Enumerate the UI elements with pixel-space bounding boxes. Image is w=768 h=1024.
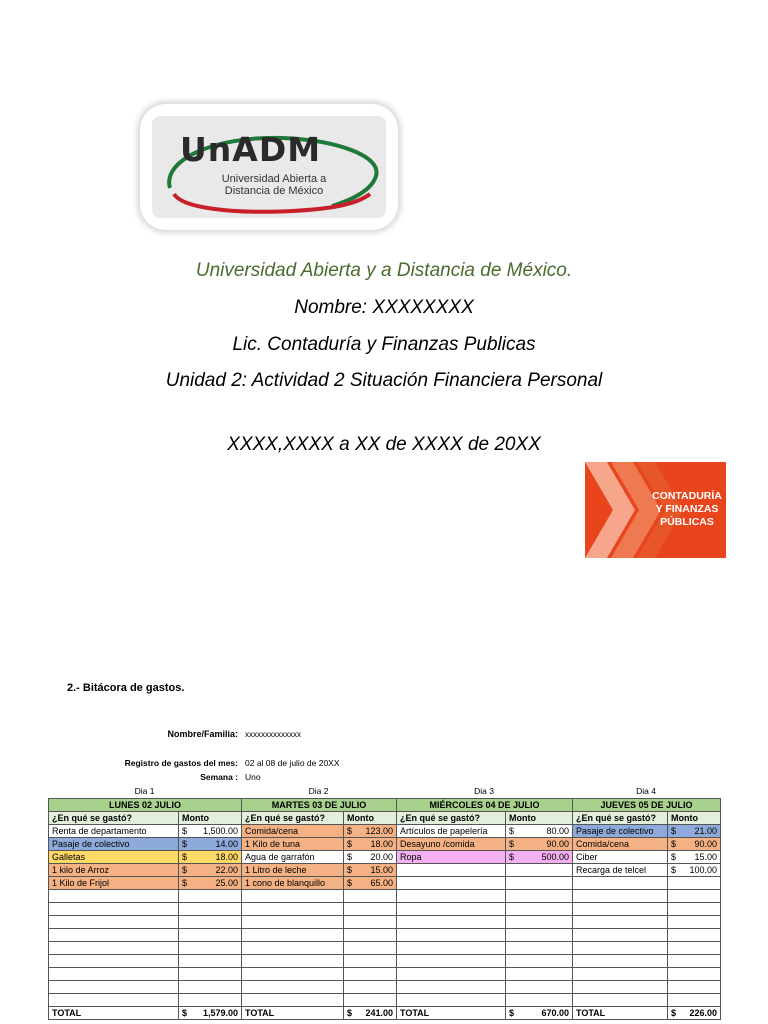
amount-cell bbox=[668, 929, 721, 942]
amount-cell bbox=[506, 942, 573, 955]
amount-value: 123.00 bbox=[365, 826, 393, 836]
badge-line2: Y FINANZAS bbox=[655, 503, 719, 515]
amount-wrap bbox=[509, 838, 569, 850]
logo-inner bbox=[152, 116, 386, 218]
amount-cell bbox=[344, 903, 397, 916]
amount-wrap bbox=[671, 864, 717, 876]
amount-wrap bbox=[671, 838, 717, 850]
table-row bbox=[49, 851, 721, 864]
total-amount bbox=[506, 1007, 573, 1020]
amount-value: 65.00 bbox=[370, 878, 393, 888]
concept-cell bbox=[573, 942, 668, 955]
amount-wrap bbox=[509, 851, 569, 863]
concept-cell: Ropa bbox=[397, 851, 506, 864]
section-title: 2.- Bitácora de gastos. bbox=[67, 682, 185, 694]
currency-symbol: $ bbox=[347, 865, 353, 875]
amount-value: 22.00 bbox=[215, 865, 238, 875]
logo-subtitle-line1: Universidad Abierta a bbox=[221, 173, 327, 185]
place-date: XXXX,XXXX a XX de XXXX de 20XX bbox=[227, 434, 541, 455]
concept-cell: Pasaje de colectivo bbox=[49, 838, 179, 851]
concept-cell bbox=[573, 929, 668, 942]
concept-cell bbox=[573, 981, 668, 994]
total-label: TOTAL bbox=[49, 1007, 179, 1020]
amount-cell bbox=[668, 981, 721, 994]
amount-cell bbox=[668, 838, 721, 851]
table-row bbox=[49, 890, 721, 903]
concept-header: ¿En qué se gastó? bbox=[397, 812, 506, 825]
concept-cell bbox=[397, 981, 506, 994]
concept-cell bbox=[242, 968, 344, 981]
concept-cell bbox=[397, 890, 506, 903]
currency-symbol: $ bbox=[347, 852, 353, 862]
amount-value: 241.00 bbox=[365, 1008, 393, 1018]
concept-cell bbox=[397, 994, 506, 1007]
amount-cell bbox=[668, 851, 721, 864]
badge-text bbox=[651, 490, 723, 529]
concept-cell bbox=[242, 942, 344, 955]
concept-cell bbox=[573, 994, 668, 1007]
amount-cell bbox=[506, 981, 573, 994]
amount-value: 100.00 bbox=[689, 865, 718, 875]
concept-cell bbox=[573, 955, 668, 968]
amount-cell bbox=[668, 877, 721, 890]
amount-cell bbox=[506, 838, 573, 851]
amount-wrap bbox=[182, 864, 238, 876]
amount-cell bbox=[344, 994, 397, 1007]
currency-symbol: $ bbox=[671, 865, 677, 875]
currency-symbol: $ bbox=[347, 878, 353, 888]
expense-table bbox=[48, 798, 721, 1020]
amount-cell bbox=[179, 864, 242, 877]
amount-cell bbox=[179, 955, 242, 968]
amount-cell bbox=[668, 968, 721, 981]
day-labels bbox=[48, 786, 720, 798]
concept-cell bbox=[397, 929, 506, 942]
registro-label: Registro de gastos del mes: bbox=[124, 758, 238, 768]
familia-value: xxxxxxxxxxxxxx bbox=[245, 730, 301, 739]
amount-cell bbox=[344, 825, 397, 838]
total-row bbox=[49, 1007, 721, 1020]
amount-cell bbox=[506, 877, 573, 890]
concept-header: ¿En qué se gastó? bbox=[573, 812, 668, 825]
concept-cell: 1 Litro de leche bbox=[242, 864, 344, 877]
day-title-row bbox=[49, 799, 721, 812]
concept-cell: Comida/cena bbox=[573, 838, 668, 851]
amount-wrap bbox=[671, 825, 717, 837]
concept-cell bbox=[242, 955, 344, 968]
amount-wrap bbox=[347, 877, 393, 889]
university-title: Universidad Abierta y a Distancia de México. bbox=[195, 260, 573, 281]
amount-cell bbox=[506, 968, 573, 981]
amount-cell bbox=[506, 955, 573, 968]
total-amount bbox=[668, 1007, 721, 1020]
day-title: MARTES 03 DE JULIO bbox=[242, 799, 397, 812]
amount-cell bbox=[179, 942, 242, 955]
currency-symbol: $ bbox=[347, 839, 353, 849]
familia-label: Nombre/Familia: bbox=[167, 729, 238, 739]
amount-cell bbox=[344, 929, 397, 942]
amount-value: 500.00 bbox=[541, 852, 569, 862]
amount-value: 90.00 bbox=[694, 839, 718, 849]
concept-cell bbox=[397, 942, 506, 955]
concept-cell bbox=[573, 968, 668, 981]
amount-wrap bbox=[347, 838, 393, 850]
table-row bbox=[49, 903, 721, 916]
registro-value: 02 al 08 de julio de 20XX bbox=[245, 758, 340, 768]
table-row bbox=[49, 864, 721, 877]
currency-symbol: $ bbox=[509, 839, 515, 849]
amount-cell bbox=[344, 890, 397, 903]
total-label: TOTAL bbox=[397, 1007, 506, 1020]
amount-wrap bbox=[671, 1007, 717, 1019]
concept-cell: 1 Kilo de Frijol bbox=[49, 877, 179, 890]
amount-wrap bbox=[347, 864, 393, 876]
currency-symbol: $ bbox=[347, 826, 353, 836]
concept-cell: 1 cono de blanquillo bbox=[242, 877, 344, 890]
semana-value: Uno bbox=[245, 772, 261, 782]
table-row bbox=[49, 877, 721, 890]
amount-wrap bbox=[347, 1007, 393, 1019]
table-row bbox=[49, 994, 721, 1007]
amount-wrap bbox=[671, 851, 717, 863]
concept-cell bbox=[49, 981, 179, 994]
amount-cell bbox=[668, 994, 721, 1007]
activity-title: Unidad 2: Actividad 2 Situación Financiera Personal bbox=[165, 370, 603, 391]
concept-cell bbox=[242, 916, 344, 929]
amount-cell bbox=[668, 955, 721, 968]
amount-value: 1,579.00 bbox=[202, 1008, 238, 1018]
concept-header: ¿En qué se gastó? bbox=[49, 812, 179, 825]
amount-cell bbox=[179, 903, 242, 916]
concept-cell: Recarga de telcel bbox=[573, 864, 668, 877]
logo-wordmark: UnADM bbox=[180, 130, 322, 169]
total-label: TOTAL bbox=[242, 1007, 344, 1020]
concept-cell bbox=[49, 942, 179, 955]
amount-cell bbox=[179, 825, 242, 838]
amount-value: 80.00 bbox=[546, 826, 569, 836]
day-title: MIÉRCOLES 04 DE JULIO bbox=[397, 799, 573, 812]
concept-cell: 1 Kilo de tuna bbox=[242, 838, 344, 851]
amount-cell bbox=[344, 968, 397, 981]
table-row bbox=[49, 955, 721, 968]
day-title: LUNES 02 JULIO bbox=[49, 799, 242, 812]
amount-wrap bbox=[509, 825, 569, 837]
day-title: JUEVES 05 DE JULIO bbox=[573, 799, 721, 812]
amount-cell bbox=[506, 929, 573, 942]
amount-cell bbox=[668, 864, 721, 877]
amount-value: 18.00 bbox=[370, 839, 393, 849]
concept-cell bbox=[242, 903, 344, 916]
concept-cell bbox=[242, 890, 344, 903]
amount-cell bbox=[668, 903, 721, 916]
concept-header: ¿En qué se gastó? bbox=[242, 812, 344, 825]
amount-cell bbox=[179, 877, 242, 890]
amount-cell bbox=[344, 838, 397, 851]
amount-wrap bbox=[182, 825, 238, 837]
concept-cell bbox=[49, 994, 179, 1007]
concept-cell bbox=[49, 890, 179, 903]
amount-header: Monto bbox=[668, 812, 721, 825]
currency-symbol: $ bbox=[182, 826, 188, 836]
amount-value: 21.00 bbox=[694, 826, 718, 836]
logo-subtitle bbox=[214, 173, 334, 197]
concept-cell: Galletas bbox=[49, 851, 179, 864]
table-row bbox=[49, 825, 721, 838]
currency-symbol: $ bbox=[671, 1008, 677, 1018]
amount-cell bbox=[344, 864, 397, 877]
concept-cell: Pasaje de colectivo bbox=[573, 825, 668, 838]
amount-cell bbox=[179, 890, 242, 903]
amount-wrap bbox=[182, 838, 238, 850]
concept-cell bbox=[397, 903, 506, 916]
amount-value: 18.00 bbox=[215, 852, 238, 862]
amount-value: 15.00 bbox=[694, 852, 718, 862]
dia-label: Dia 4 bbox=[636, 786, 656, 796]
currency-symbol: $ bbox=[182, 839, 188, 849]
total-amount bbox=[344, 1007, 397, 1020]
concept-cell bbox=[242, 994, 344, 1007]
amount-wrap bbox=[347, 825, 393, 837]
concept-cell bbox=[49, 968, 179, 981]
amount-cell bbox=[179, 916, 242, 929]
currency-symbol: $ bbox=[182, 852, 188, 862]
amount-value: 25.00 bbox=[215, 878, 238, 888]
currency-symbol: $ bbox=[182, 1008, 188, 1018]
concept-cell bbox=[573, 890, 668, 903]
amount-wrap bbox=[509, 1007, 569, 1019]
badge-line1: CONTADURÍA bbox=[652, 490, 722, 502]
amount-header: Monto bbox=[344, 812, 397, 825]
amount-cell bbox=[506, 851, 573, 864]
amount-value: 226.00 bbox=[689, 1008, 718, 1018]
amount-value: 1,500.00 bbox=[202, 826, 238, 836]
table-row bbox=[49, 929, 721, 942]
amount-header: Monto bbox=[179, 812, 242, 825]
concept-cell: Desayuno /comida bbox=[397, 838, 506, 851]
amount-wrap bbox=[347, 851, 393, 863]
badge-line3: PÚBLICAS bbox=[660, 516, 714, 528]
amount-cell bbox=[344, 981, 397, 994]
currency-symbol: $ bbox=[671, 852, 677, 862]
amount-cell bbox=[506, 994, 573, 1007]
currency-symbol: $ bbox=[347, 1008, 353, 1018]
amount-header: Monto bbox=[506, 812, 573, 825]
concept-cell bbox=[573, 916, 668, 929]
concept-cell bbox=[397, 955, 506, 968]
amount-cell bbox=[668, 942, 721, 955]
amount-wrap bbox=[182, 851, 238, 863]
amount-cell bbox=[344, 877, 397, 890]
amount-value: 20.00 bbox=[370, 852, 393, 862]
concept-cell: Artículos de papelería bbox=[397, 825, 506, 838]
concept-cell bbox=[573, 877, 668, 890]
concept-cell: Comida/cena bbox=[242, 825, 344, 838]
amount-cell bbox=[344, 955, 397, 968]
amount-cell bbox=[506, 864, 573, 877]
amount-value: 90.00 bbox=[546, 839, 569, 849]
concept-cell bbox=[573, 903, 668, 916]
amount-cell bbox=[344, 916, 397, 929]
amount-cell bbox=[179, 851, 242, 864]
concept-cell: Agua de garrafón bbox=[242, 851, 344, 864]
contaduria-badge bbox=[585, 462, 726, 558]
currency-symbol: $ bbox=[509, 826, 515, 836]
currency-symbol: $ bbox=[509, 1008, 515, 1018]
concept-cell bbox=[49, 955, 179, 968]
concept-cell bbox=[397, 877, 506, 890]
concept-cell bbox=[49, 916, 179, 929]
amount-cell bbox=[179, 981, 242, 994]
concept-cell bbox=[242, 981, 344, 994]
currency-symbol: $ bbox=[182, 865, 188, 875]
table-row bbox=[49, 968, 721, 981]
amount-cell bbox=[344, 851, 397, 864]
dia-label: Dia 3 bbox=[474, 786, 494, 796]
concept-cell bbox=[49, 903, 179, 916]
total-amount bbox=[179, 1007, 242, 1020]
concept-cell bbox=[397, 968, 506, 981]
student-name: Nombre: XXXXXXXX bbox=[294, 297, 474, 318]
concept-cell bbox=[49, 929, 179, 942]
currency-symbol: $ bbox=[671, 826, 677, 836]
concept-cell: Renta de departamento bbox=[49, 825, 179, 838]
amount-cell bbox=[506, 903, 573, 916]
dia-label: Dia 1 bbox=[134, 786, 155, 796]
unadm-logo bbox=[140, 104, 398, 230]
table-row bbox=[49, 942, 721, 955]
column-header-row bbox=[49, 812, 721, 825]
total-label: TOTAL bbox=[573, 1007, 668, 1020]
table-row bbox=[49, 916, 721, 929]
logo-subtitle-line2: Distancia de México bbox=[224, 185, 324, 197]
concept-cell bbox=[242, 929, 344, 942]
amount-cell bbox=[668, 916, 721, 929]
amount-cell bbox=[179, 838, 242, 851]
amount-cell bbox=[179, 994, 242, 1007]
amount-cell bbox=[506, 825, 573, 838]
amount-cell bbox=[179, 968, 242, 981]
amount-value: 15.00 bbox=[370, 865, 393, 875]
amount-value: 670.00 bbox=[541, 1008, 569, 1018]
currency-symbol: $ bbox=[182, 878, 188, 888]
table-row bbox=[49, 838, 721, 851]
semana-label: Semana : bbox=[200, 772, 238, 782]
amount-cell bbox=[506, 916, 573, 929]
career-title: Lic. Contaduría y Finanzas Publicas bbox=[232, 334, 536, 355]
amount-cell bbox=[668, 825, 721, 838]
concept-cell: Ciber bbox=[573, 851, 668, 864]
concept-cell bbox=[397, 864, 506, 877]
concept-cell bbox=[397, 916, 506, 929]
amount-value: 14.00 bbox=[215, 839, 238, 849]
amount-cell bbox=[506, 890, 573, 903]
concept-cell: 1 kilo de Arroz bbox=[49, 864, 179, 877]
amount-wrap bbox=[182, 1007, 238, 1019]
amount-cell bbox=[668, 890, 721, 903]
amount-cell bbox=[344, 942, 397, 955]
currency-symbol: $ bbox=[509, 852, 515, 862]
table-row bbox=[49, 981, 721, 994]
amount-cell bbox=[179, 929, 242, 942]
currency-symbol: $ bbox=[671, 839, 677, 849]
amount-wrap bbox=[182, 877, 238, 889]
dia-label: Dia 2 bbox=[308, 786, 329, 796]
